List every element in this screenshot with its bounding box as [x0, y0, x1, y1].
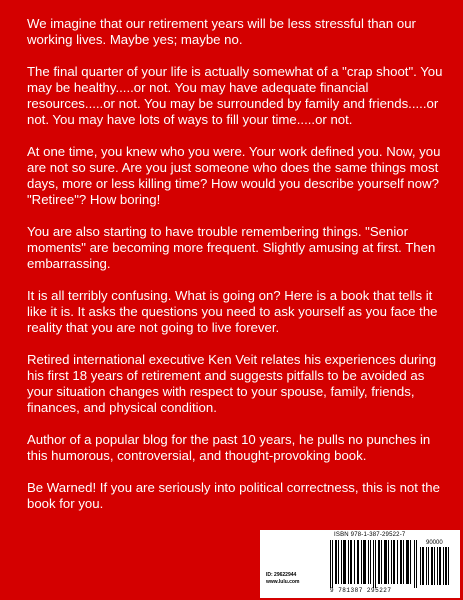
isbn-text: ISBN 978-1-387-29522-7 — [334, 532, 406, 538]
paragraph-memory: You are also starting to have trouble remembering things. "Senior moments" are becoming more frequent. Slightly amusing at first. Then embarrassing. — [27, 224, 436, 271]
lulu-id-text: ID: 29622944 — [266, 572, 297, 578]
paragraph-crap-shoot: The final quarter of your life is actually somewhat of a "crap shoot". You may be healthy.....or not. You may have adequate financial resources.....or not. You may be surrounded by family and friends.....or not. You may have lots of ways to fill your time.....or not. — [27, 64, 443, 127]
ean-barcode-icon — [330, 540, 418, 588]
back-cover-copy — [27, 16, 447, 528]
paragraph-blog: Author of a popular blog for the past 10 years, he pulls no punches in this humorous, controversial, and thought-provoking book. — [27, 432, 431, 463]
lulu-url-text: www.lulu.com — [266, 579, 300, 585]
price-addon-barcode-icon — [420, 547, 450, 585]
paragraph-intro: We imagine that our retirement years will be less stressful than our working lives. Maybe yes; maybe no. — [27, 16, 416, 47]
isbn-barcode-box — [260, 530, 460, 598]
barcode-digits: 9 781387 295227 — [330, 587, 392, 594]
paragraph-warning: Be Warned! If you are seriously into political correctness, this is not the book for you. — [27, 480, 440, 511]
paragraph-confusing: It is all terribly confusing. What is going on? Here is a book that tells it like it is. It asks the questions you need to ask yourself as you face the reality that you are not going to live forever. — [27, 288, 438, 335]
paragraph-identity: At one time, you knew who you were. Your work defined you. Now, you are not so sure. Are you just someone who does the same things most days, more or less killing time? How would you describe yourself now? "Retiree"? How boring! — [27, 144, 441, 207]
price-code-text: 90000 — [426, 540, 443, 546]
paragraph-author-bio: Retired international executive Ken Veit relates his experiences during his first 18 years of retirement and suggests pitfalls to be avoided as your situation changes with respect to your spouse, family, friends, finances, and physical condition. — [27, 352, 437, 415]
